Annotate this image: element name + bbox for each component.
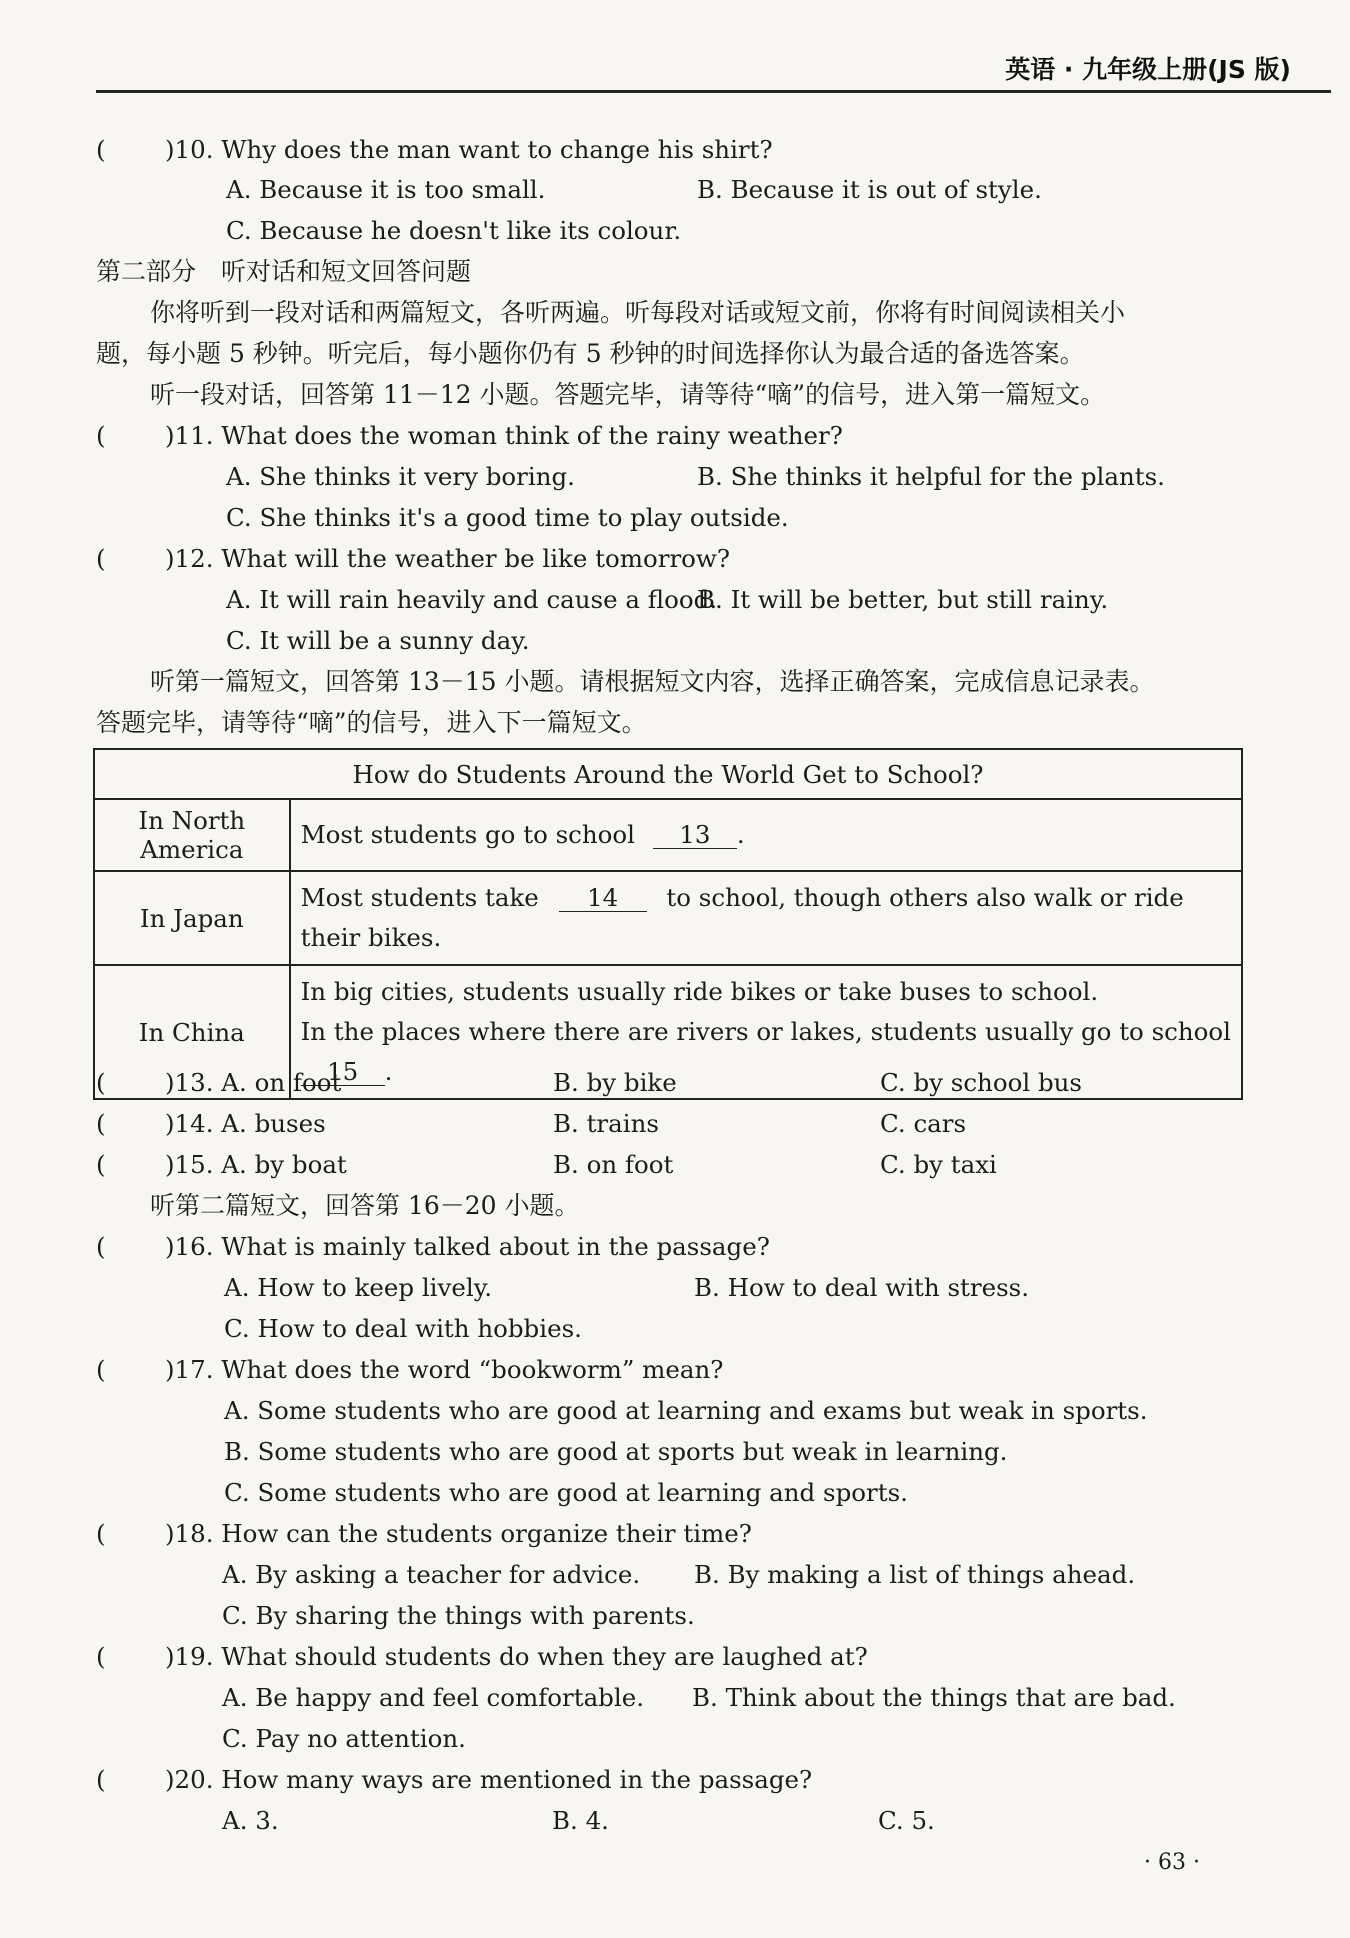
table-row	[94, 799, 1242, 871]
instruction-text: 听第一篇短文，回答第 13－15 小题。请根据短文内容，选择正确答案，完成信息记录表。	[150, 667, 1155, 696]
question-stem: )10. Why does the man want to change his shirt?	[165, 135, 773, 164]
question-17-option-a	[0, 1394, 1350, 1428]
question-12-options-ab	[0, 583, 1350, 617]
option-a: A. Be happy and feel comfortable.	[222, 1683, 644, 1712]
option-a: A. Because it is too small.	[226, 175, 546, 204]
option-b: B. by bike	[553, 1068, 677, 1097]
question-11-option-c	[0, 501, 1350, 535]
option-a: A. She thinks it very boring.	[226, 462, 575, 491]
question-stem: )14. A. buses	[165, 1109, 326, 1138]
part2-heading-line	[0, 255, 1350, 289]
option-a: A. By asking a teacher for advice.	[222, 1560, 641, 1589]
cell-line	[301, 878, 1231, 918]
question-19-options-ab	[0, 1681, 1350, 1715]
cell-line: In big cities, students usually ride bikes or take buses to school.	[300, 977, 1099, 1006]
question-18	[0, 1517, 1350, 1551]
option-c: C. 5.	[878, 1806, 935, 1835]
option-b: B. How to deal with stress.	[694, 1273, 1030, 1302]
question-11	[0, 419, 1350, 453]
instruction-text: 听第二篇短文，回答第 16－20 小题。	[150, 1191, 580, 1220]
question-10	[0, 133, 1350, 167]
region-label: In Japan	[94, 871, 290, 965]
question-17-option-c	[0, 1476, 1350, 1510]
option-b: B. It will be better, but still rainy.	[697, 585, 1109, 614]
book-title: 英语 · 九年级上册(JS 版)	[1005, 55, 1291, 84]
answer-paren: (	[96, 544, 106, 573]
option-b: B. By making a list of things ahead.	[694, 1560, 1136, 1589]
answer-paren: (	[96, 1519, 106, 1548]
passage1-instruction-line1	[0, 665, 1350, 699]
region-content	[290, 871, 1242, 965]
answer-paren: (	[96, 421, 106, 450]
cell-line	[301, 815, 1231, 855]
answer-blank-14: 14	[559, 885, 647, 912]
table-title: How do Students Around the World Get to School?	[94, 749, 1242, 799]
page-header	[96, 48, 1341, 96]
table-row	[94, 871, 1242, 965]
option-c: C. Because he doesn't like its colour.	[226, 216, 682, 245]
option-b: B. Some students who are good at sports but weak in learning.	[224, 1437, 1008, 1466]
option-c: C. by school bus	[880, 1068, 1082, 1097]
question-stem: )15. A. by boat	[165, 1150, 347, 1179]
option-b: B. Think about the things that are bad.	[692, 1683, 1176, 1712]
question-20-options	[0, 1804, 1350, 1838]
option-a: A. 3.	[222, 1806, 279, 1835]
question-stem: )16. What is mainly talked about in the passage?	[165, 1232, 770, 1261]
option-c: C. Some students who are good at learning and sports.	[224, 1478, 908, 1507]
cell-text: to school, though others also walk or ride	[666, 883, 1184, 912]
option-b: B. 4.	[552, 1806, 609, 1835]
question-10-options-ab	[0, 173, 1350, 207]
question-17-option-b	[0, 1435, 1350, 1469]
question-12	[0, 542, 1350, 576]
info-record-table	[93, 748, 1243, 1100]
option-b: B. Because it is out of style.	[697, 175, 1042, 204]
question-stem: )20. How many ways are mentioned in the passage?	[165, 1765, 813, 1794]
instruction-text: 听一段对话，回答第 11－12 小题。答题完毕，请等待“嘀”的信号，进入第一篇短文。	[150, 380, 1106, 409]
part2-intro-line2	[0, 337, 1350, 371]
answer-paren: (	[96, 1355, 106, 1384]
answer-paren: (	[96, 1765, 106, 1794]
cell-text: Most students go to school	[300, 820, 636, 849]
instruction-text: 你将听到一段对话和两篇短文，各听两遍。听每段对话或短文前，你将有时间阅读相关小	[150, 298, 1126, 327]
question-10-option-c	[0, 214, 1350, 248]
option-c: C. How to deal with hobbies.	[224, 1314, 582, 1343]
instruction-text: 题，每小题 5 秒钟。听完后，每小题你仍有 5 秒钟的时间选择你认为最合适的备选答案。	[96, 339, 1085, 368]
answer-paren: (	[96, 1150, 106, 1179]
region-label: In China	[94, 965, 290, 1099]
passage1-instruction-line2	[0, 706, 1350, 740]
question-stem: )12. What will the weather be like tomorrow?	[165, 544, 731, 573]
option-c: C. It will be a sunny day.	[226, 626, 530, 655]
region-label: In North America	[94, 799, 290, 871]
question-18-option-c	[0, 1599, 1350, 1633]
period: .	[384, 1057, 393, 1086]
question-14	[0, 1107, 1350, 1141]
option-c: C. cars	[880, 1109, 967, 1138]
question-15	[0, 1148, 1350, 1182]
question-16-option-c	[0, 1312, 1350, 1346]
passage2-instruction	[0, 1189, 1350, 1223]
question-12-option-c	[0, 624, 1350, 658]
option-a: A. Some students who are good at learning and exams but weak in sports.	[224, 1396, 1148, 1425]
option-c: C. By sharing the things with parents.	[222, 1601, 695, 1630]
region-content	[290, 799, 1242, 871]
option-c: C. Pay no attention.	[222, 1724, 466, 1753]
question-16-options-ab	[0, 1271, 1350, 1305]
answer-paren: (	[96, 1109, 106, 1138]
question-16	[0, 1230, 1350, 1264]
option-a: A. It will rain heavily and cause a flood.	[226, 585, 718, 614]
option-b: B. She thinks it helpful for the plants.	[697, 462, 1165, 491]
answer-paren: (	[96, 135, 106, 164]
page-number: · 63 ·	[1144, 1850, 1200, 1875]
table-title-row	[94, 749, 1242, 799]
part2-intro-line1	[0, 296, 1350, 330]
question-stem: )13. A. on foot	[165, 1068, 342, 1097]
question-stem: )18. How can the students organize their time?	[165, 1519, 752, 1548]
question-17	[0, 1353, 1350, 1387]
question-stem: )17. What does the word “bookworm” mean?	[165, 1355, 724, 1384]
answer-blank-13: 13	[653, 822, 737, 849]
question-18-options-ab	[0, 1558, 1350, 1592]
dialog-instruction	[0, 378, 1350, 412]
answer-blank-15: 15	[301, 1059, 385, 1086]
cell-line: their bikes.	[300, 923, 442, 952]
answer-paren: (	[96, 1642, 106, 1671]
cell-line: In the places where there are rivers or lakes, students usually go to school	[300, 1017, 1231, 1046]
header-rule	[96, 90, 1331, 93]
question-stem: )11. What does the woman think of the rainy weather?	[165, 421, 843, 450]
question-20	[0, 1763, 1350, 1797]
option-b: B. on foot	[553, 1150, 674, 1179]
instruction-text: 答题完毕，请等待“嘀”的信号，进入下一篇短文。	[96, 708, 647, 737]
option-c: C. She thinks it's a good time to play outside.	[226, 503, 789, 532]
period: .	[736, 820, 745, 849]
answer-paren: (	[96, 1232, 106, 1261]
question-stem: )19. What should students do when they are laughed at?	[165, 1642, 868, 1671]
question-19-option-c	[0, 1722, 1350, 1756]
option-c: C. by taxi	[880, 1150, 997, 1179]
question-19	[0, 1640, 1350, 1674]
option-a: A. How to keep lively.	[224, 1273, 493, 1302]
question-11-options-ab	[0, 460, 1350, 494]
answer-paren: (	[96, 1068, 106, 1097]
option-b: B. trains	[553, 1109, 659, 1138]
section-heading: 第二部分 听对话和短文回答问题	[96, 257, 472, 286]
cell-text: Most students take	[300, 883, 539, 912]
question-13	[0, 1066, 1350, 1100]
